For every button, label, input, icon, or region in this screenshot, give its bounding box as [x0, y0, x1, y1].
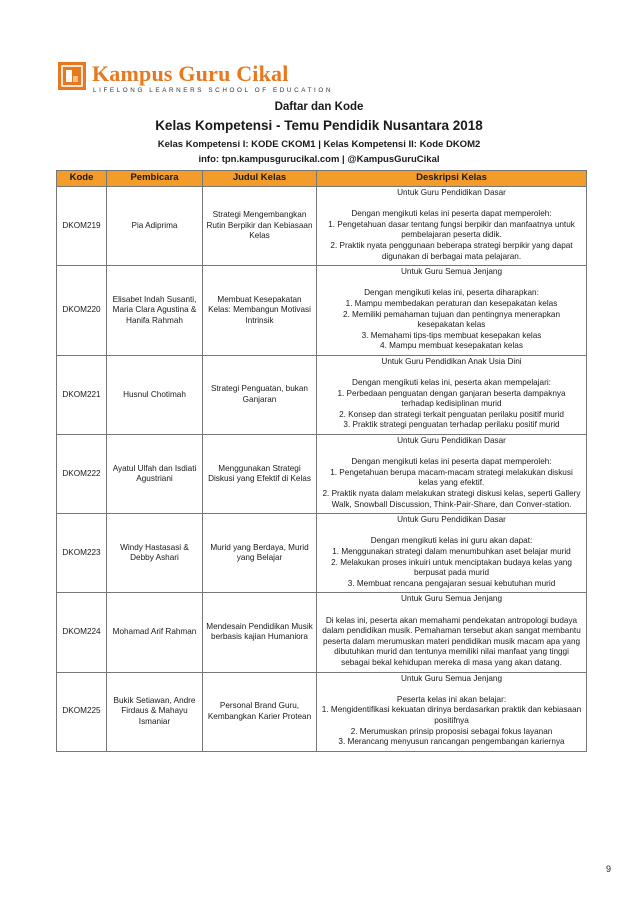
- description-line: 2. Merumuskan prinsip proposisi sebagai fokus layanan: [350, 726, 553, 736]
- description-line: [321, 368, 582, 379]
- description-line: [321, 199, 582, 210]
- description-line: 4. Mampu membuat kesepakatan kelas: [380, 341, 523, 351]
- description-line: Untuk Guru Pendidikan Anak Usia Dini: [381, 356, 522, 366]
- description-line: 2. Praktik nyata penggunaan beberapa strategi berpikir yang dapat digunakan di berbagai mata pelajaran.: [330, 240, 573, 261]
- class-description: [317, 514, 587, 593]
- speaker-name: Windy Hastasasi & Debby Ashari: [107, 514, 203, 593]
- class-code: DKOM224: [57, 593, 107, 672]
- contact-info: info: tpn.kampusgurucikal.com | @KampusGuruCikal: [198, 154, 440, 165]
- class-title: Murid yang Berdaya, Murid yang Belajar: [203, 514, 317, 593]
- description-line: 2. Melakukan proses inkuiri untuk menciptakan budaya kelas yang berpusat pada murid: [331, 557, 572, 578]
- table-header-row: [57, 171, 587, 187]
- description-line: Peserta kelas ini akan belajar:: [396, 694, 507, 704]
- class-description: [317, 435, 587, 514]
- class-title: Mendesain Pendidikan Musik berbasis kajian Humaniora: [203, 593, 317, 672]
- description-line: Dengan mengikuti kelas ini, peserta diharapkan:: [364, 288, 539, 298]
- description-line: 1. Menggunakan strategi dalam menumbuhkan aset belajar murid: [332, 547, 571, 556]
- class-description: [317, 593, 587, 672]
- table-row: [57, 593, 587, 672]
- class-title: Strategi Penguatan, bukan Ganjaran: [203, 355, 317, 434]
- class-code: DKOM221: [57, 355, 107, 434]
- class-title: Menggunakan Strategi Diskusi yang Efektif di Kelas: [203, 435, 317, 514]
- description-line: Di kelas ini, peserta akan memahami pendekatan antropologi budaya dalam pendidikan musik. Pemahaman tersebut akan sangat membantu peserta dalam merumuskan materi pendidikan musik macam apa yang dibutuhkan murid dan tentunya memiliki nilai manfaat yang tinggi sebagai bekal kehidupan mereka di masa yang akan datang.: [322, 615, 581, 667]
- column-header-code: Kode: [57, 171, 107, 187]
- description-line: [321, 447, 582, 458]
- class-description: [317, 672, 587, 751]
- table-row: [57, 435, 587, 514]
- description-line: Dengan mengikuti kelas ini peserta dapat memperoleh:: [351, 457, 552, 467]
- description-line: Untuk Guru Pendidikan Dasar: [397, 515, 506, 525]
- table-row: [57, 672, 587, 751]
- description-line: Untuk Guru Semua Jenjang: [400, 594, 503, 604]
- column-header-speaker: Pembicara: [107, 171, 203, 187]
- class-code: DKOM225: [57, 672, 107, 751]
- description-line: [321, 526, 582, 537]
- description-line: 1. Pengetahuan berupa macam-macam strategi melakukan diskusi kelas yang efektif.: [330, 467, 573, 488]
- speaker-name: Ayatul Ulfah dan Isdiati Agustriani: [107, 435, 203, 514]
- logo-title: Kampus Guru Cikal: [92, 61, 289, 86]
- description-line: Untuk Guru Pendidikan Dasar: [397, 188, 506, 197]
- description-line: [321, 278, 582, 289]
- description-line: 1. Perbedaan penguatan dengan ganjaran beserta dampaknya terhadap kedisiplinan murid: [337, 388, 566, 409]
- description-line: 2. Memiliki pemahaman tujuan dan pentingnya menerapkan kesepakatan kelas: [342, 309, 561, 330]
- description-line: 1. Mampu membedakan peraturan dan kesepakatan kelas: [345, 298, 558, 308]
- description-line: Dengan mengikuti kelas ini peserta dapat memperoleh:: [351, 209, 552, 219]
- table-row: [57, 514, 587, 593]
- description-line: 2. Konsep dan strategi terkait penguatan perilaku positif murid: [339, 409, 564, 419]
- document-title: Kelas Kompetensi - Temu Pendidik Nusantara 2018: [155, 118, 483, 133]
- class-description: [317, 187, 587, 266]
- document-subtitle: Daftar dan Kode: [274, 101, 364, 113]
- logo-tagline: LIFELONG LEARNERS SCHOOL OF EDUCATION: [93, 87, 334, 94]
- class-codes: Kelas Kompetensi I: KODE CKOM1 | Kelas Kompetensi II: Kode DKOM2: [157, 139, 481, 150]
- logo: [58, 60, 334, 98]
- class-table: [56, 170, 587, 752]
- class-title: Personal Brand Guru, Kembangkan Karier Protean: [203, 672, 317, 751]
- description-line: Untuk Guru Semua Jenjang: [400, 267, 503, 277]
- speaker-name: Mohamad Arif Rahman: [107, 593, 203, 672]
- kgc-logo-icon: [58, 62, 86, 90]
- class-description: [317, 355, 587, 434]
- description-line: 1. Pengetahuan dasar tentang fungsi berpikir dan manfaatnya untuk pembelajaran peserta didik.: [328, 219, 575, 240]
- description-line: [321, 605, 582, 616]
- description-line: Untuk Guru Semua Jenjang: [400, 673, 503, 683]
- class-title: Membuat Kesepakatan Kelas: Membangun Motivasi Intrinsik: [203, 266, 317, 356]
- description-line: Dengan mengikuti kelas ini, peserta akan mempelajari:: [352, 378, 551, 388]
- description-line: 3. Merancang menyusun rancangan pengembangan kariernya: [338, 737, 565, 747]
- speaker-name: Husnul Chotimah: [107, 355, 203, 434]
- description-line: Untuk Guru Pendidikan Dasar: [397, 436, 506, 446]
- class-code: DKOM219: [57, 187, 107, 266]
- speaker-name: Bukik Setiawan, Andre Firdaus & Mahayu Ismaniar: [107, 672, 203, 751]
- table-row: [57, 187, 587, 266]
- column-header-description: Deskripsi Kelas: [317, 171, 587, 187]
- class-code: DKOM220: [57, 266, 107, 356]
- class-code: DKOM222: [57, 435, 107, 514]
- description-line: 3. Memahami tips-tips membuat kesepakan kelas: [361, 330, 542, 340]
- table-row: [57, 355, 587, 434]
- description-line: [321, 684, 582, 695]
- description-line: 3. Membuat rencana pengajaran sesuai kebutuhan murid: [347, 578, 556, 588]
- speaker-name: Pia Adiprima: [107, 187, 203, 266]
- table-row: [57, 266, 587, 356]
- class-code: DKOM223: [57, 514, 107, 593]
- speaker-name: Elisabet Indah Susanti, Maria Clara Agustina & Hanifa Rahmah: [107, 266, 203, 356]
- class-title: Strategi Mengembangkan Rutin Berpikir dan Kebiasaan Kelas: [203, 187, 317, 266]
- description-line: Dengan mengikuti kelas ini guru akan dapat:: [370, 536, 533, 546]
- page-number: 9: [606, 864, 612, 874]
- class-description: [317, 266, 587, 356]
- column-header-title: Judul Kelas: [203, 171, 317, 187]
- description-line: 3. Praktik strategi penguatan terhadap perilaku positif murid: [343, 420, 560, 430]
- description-line: 2. Praktik nyata dalam melakukan strategi diskusi kelas, seperti Gallery Walk, Snowball Discussion, Think-Pair-Share, dan Conver-station.: [322, 489, 581, 509]
- description-line: 1. Mengidentifikasi kekuatan dirinya berdasarkan praktik dan kebiasaan positifnya: [321, 705, 582, 725]
